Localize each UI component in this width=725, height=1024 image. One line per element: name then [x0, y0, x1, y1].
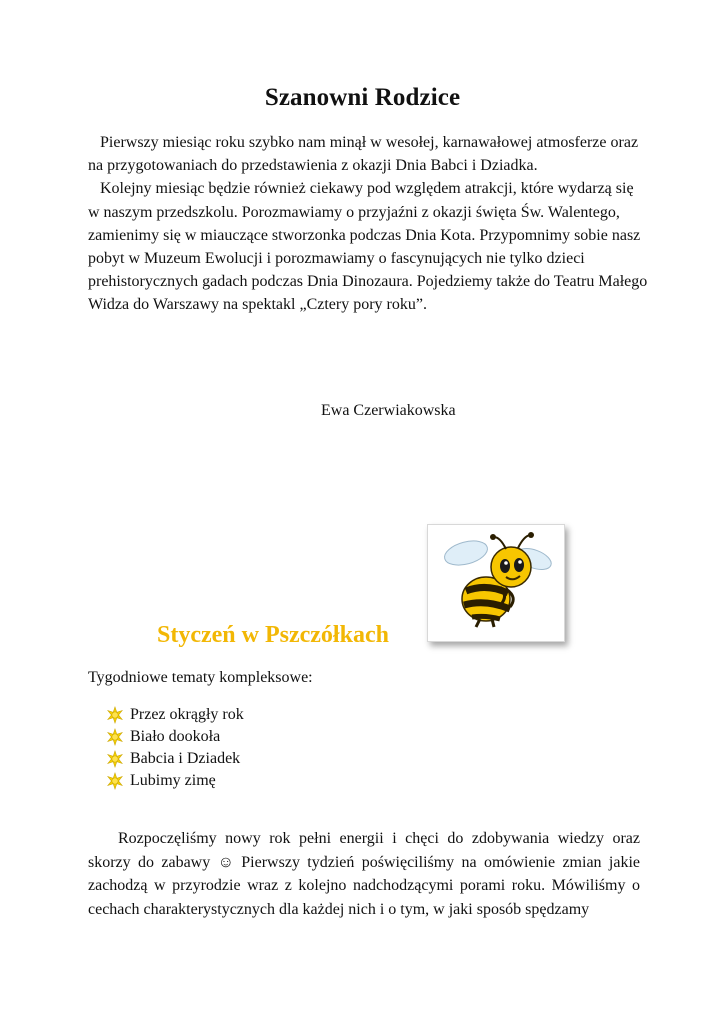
list-item: Lubimy zimę — [106, 770, 244, 792]
intro-paragraph: Pierwszy miesiąc roku szybko nam minął w wesołej, karnawałowej atmosferze oraz na przygotowaniach do przedstawienia z okazji Dnia Babci i Dziadka. — [88, 134, 639, 175]
list-item: Biało dookoła — [106, 726, 244, 748]
list-item: Przez okrągły rok — [106, 704, 244, 726]
section-title: Styczeń w Pszczółkach — [157, 622, 389, 648]
bee-icon — [436, 531, 556, 631]
intro-paragraph: Kolejny miesiąc będzie również ciekawy pod względem atrakcji, które wydarzą się w naszym przedszkolu. Porozmawiamy o przyjaźni z okazji święta Św. Walentego, zamienimy się w miauczące stworzonka podczas Dnia Kota. Przypomnimy sobie nasz pobyt w Muzeum Ewolucji i porozmawiamy o fascynujących nie tylko dzieci prehistorycznych gadach podczas Dnia Dinozaura. Pojedziemy także do Teatru Małego Widza do Warszawy na spektakl „Cztery pory roku”. — [88, 180, 648, 314]
topics-list — [106, 704, 244, 792]
sun-bullet-icon — [106, 706, 124, 724]
sun-bullet-icon — [106, 728, 124, 746]
intro-text — [88, 131, 648, 317]
signature: Ewa Czerwiakowska — [321, 402, 456, 419]
page-title: Szanowni Rodzice — [264, 84, 461, 111]
weekly-topics-label: Tygodniowe tematy kompleksowe: — [88, 669, 313, 686]
list-item: Babcia i Dziadek — [106, 748, 244, 770]
bee-image — [427, 524, 565, 642]
body-paragraph: Rozpoczęliśmy nowy rok pełni energii i chęci do zdobywania wiedzy oraz skorzy do zabawy ☺ Pierwszy tydzień poświęciliśmy na omówienie zmian jakie zachodzą w przyrodzie wraz z kolejno nadchodzącymi porami roku. Mówiliśmy o cechach charakterystycznych dla każdej nich i o tym, w jaki sposób spędzamy — [88, 830, 640, 918]
sun-bullet-icon — [106, 750, 124, 768]
sun-bullet-icon — [106, 772, 124, 790]
